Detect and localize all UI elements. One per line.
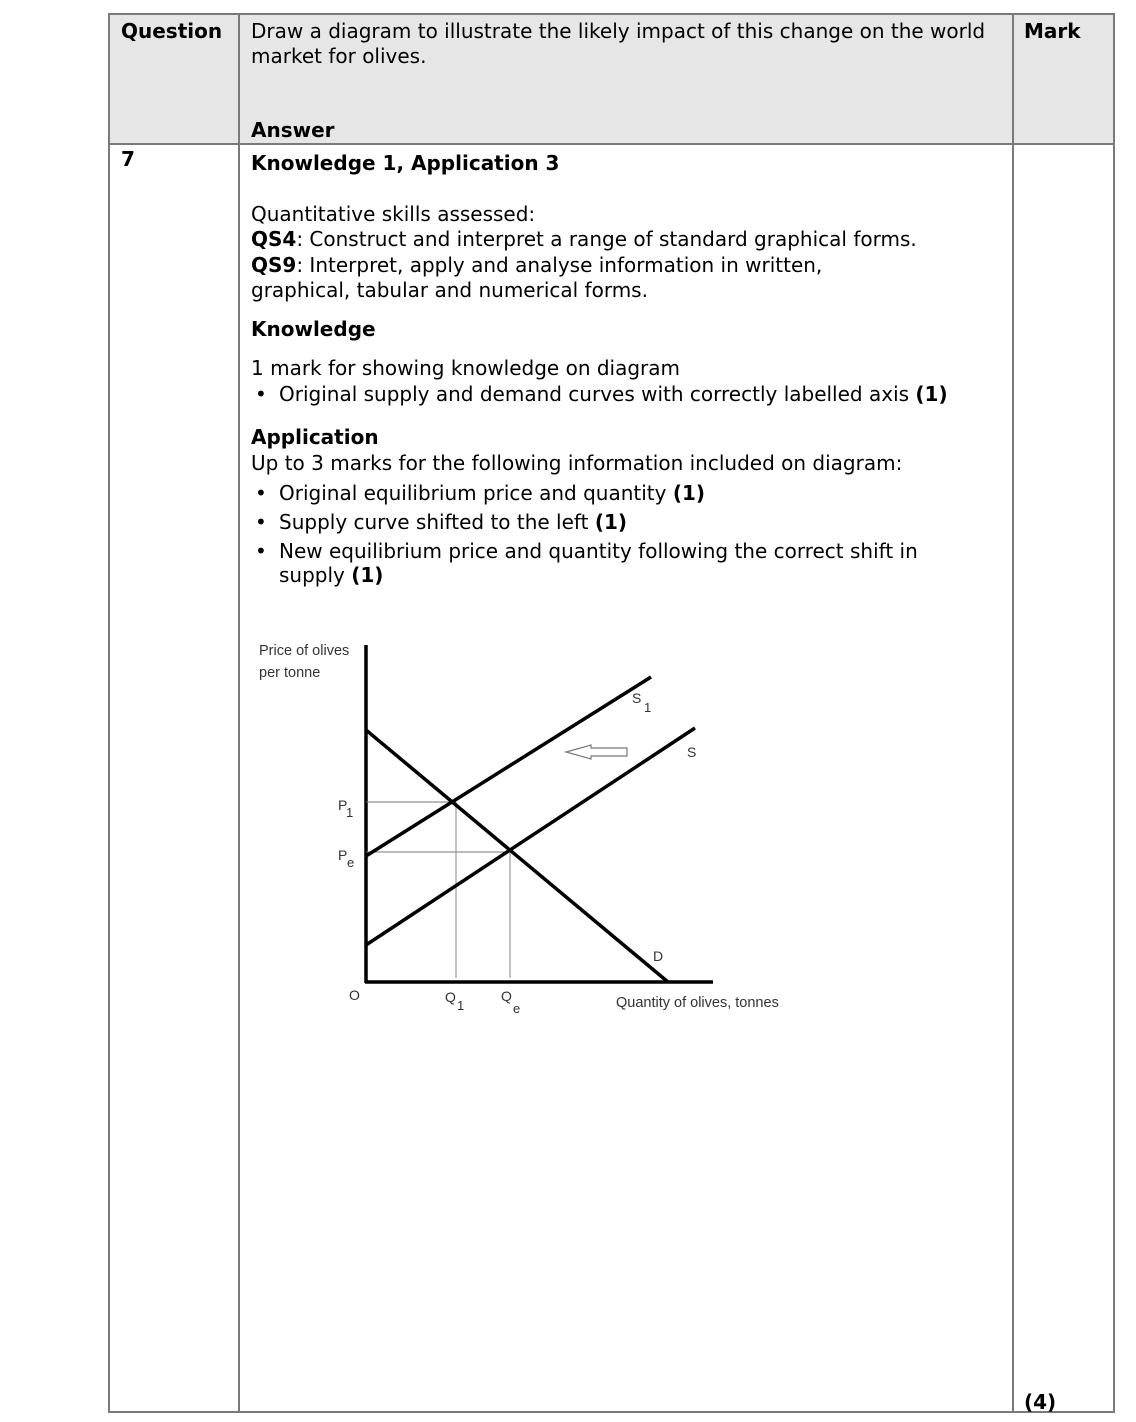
question-number: 7: [121, 147, 135, 171]
demand-curve: [366, 730, 668, 982]
skills-intro: Quantitative skills assessed:: [251, 201, 536, 226]
list-item: • Original supply and demand curves with correctly labelled axis (1): [251, 382, 1011, 408]
svg-text:Q: Q: [501, 988, 512, 1004]
answer-label: Answer: [251, 118, 335, 142]
skill-code: QS9: [251, 252, 297, 277]
svg-text:e: e: [513, 1001, 521, 1016]
application-intro: Up to 3 marks for the following information included on diagram:: [251, 450, 903, 475]
x-axis-label: Quantity of olives, tonnes: [616, 995, 779, 1011]
question-column-header: Question: [121, 19, 223, 43]
knowledge-heading: Knowledge: [251, 316, 376, 341]
y-axis-label: per tonne: [259, 665, 321, 681]
svg-text:P: P: [338, 847, 348, 863]
svg-text:1: 1: [346, 805, 354, 820]
origin-label: O: [349, 987, 360, 1003]
question-text: Draw a diagram to illustrate the likely impact of this change on the world market for olives.: [251, 19, 986, 68]
list-item: • New equilibrium price and quantity following the correct shift in supply (1): [251, 539, 959, 587]
svg-text:Q: Q: [445, 989, 456, 1005]
list-item: • Supply curve shifted to the left (1): [251, 510, 1011, 534]
application-heading: Application: [251, 425, 379, 449]
svg-text:P: P: [338, 797, 348, 813]
arrow-left-icon: [566, 745, 627, 759]
knowledge-intro: 1 mark for showing knowledge on diagram: [251, 356, 681, 380]
skill-code: QS4: [251, 227, 297, 251]
y-axis-label: Price of olives: [259, 643, 350, 659]
total-marks: (4): [1024, 1390, 1057, 1414]
svg-text:S: S: [632, 690, 642, 706]
supply-curve-s: [366, 728, 695, 945]
list-item: • Original equilibrium price and quantity (1): [251, 481, 1011, 505]
svg-text:e: e: [347, 855, 355, 870]
svg-text:1: 1: [457, 998, 465, 1013]
marks-summary: Knowledge 1, Application 3: [251, 151, 560, 175]
s-label: S: [687, 744, 697, 760]
skill-text: : Construct and interpret a range of standard graphical forms.: [296, 227, 917, 251]
skill-text: : Interpret, apply and analyse information in written, graphical, tabular and numerical forms.: [251, 252, 823, 302]
d-label: D: [653, 948, 664, 964]
mark-column-header: Mark: [1024, 19, 1081, 43]
svg-text:1: 1: [644, 700, 652, 715]
